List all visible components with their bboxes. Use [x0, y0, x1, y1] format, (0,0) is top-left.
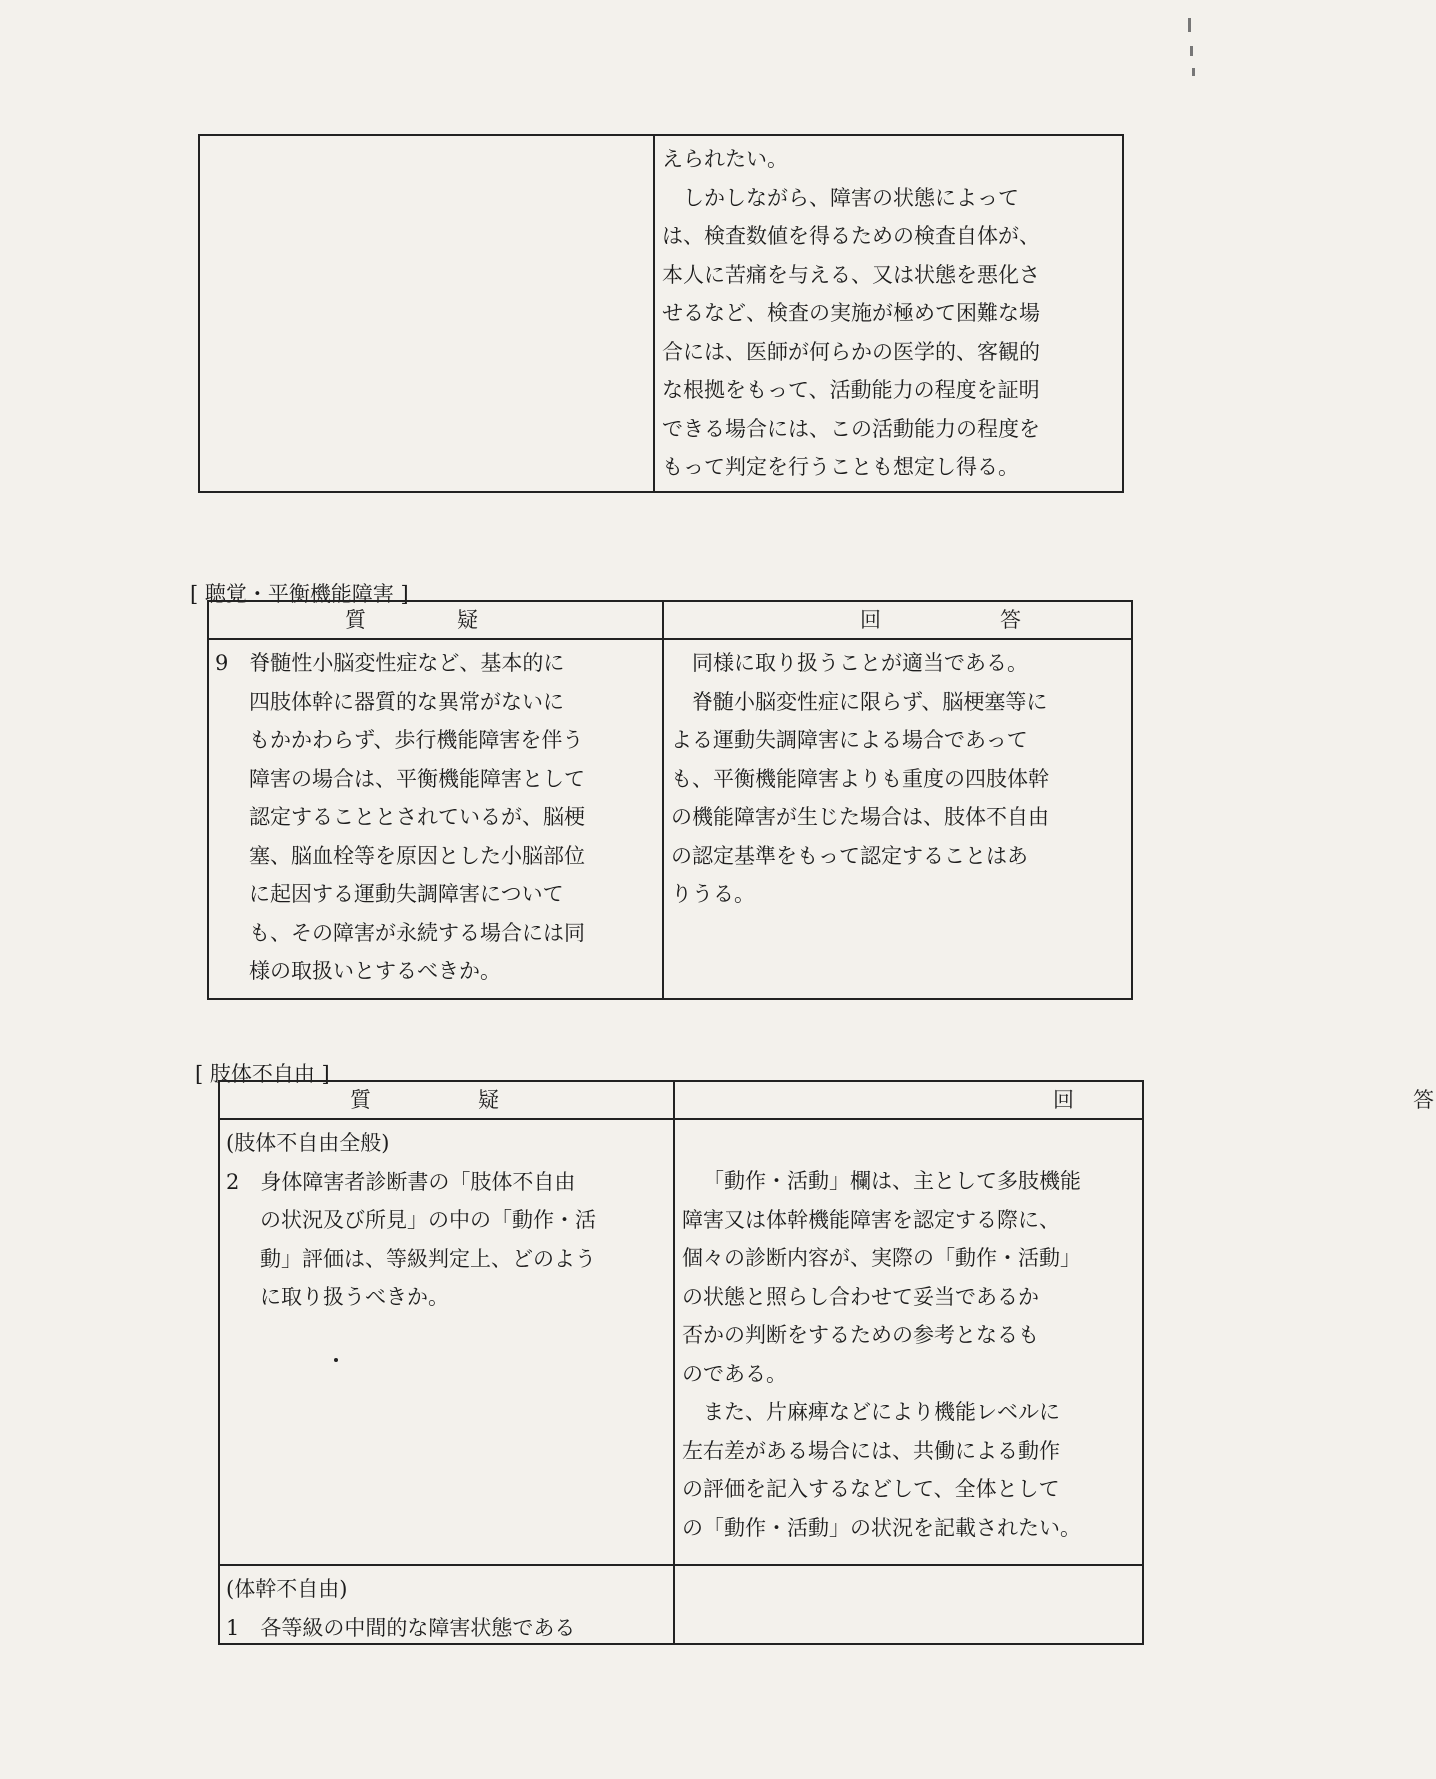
answer-line: 合には、医師が何らかの医学的、客観的 [662, 339, 1040, 364]
answer-line: のである。 [682, 1361, 787, 1386]
answer-line: 本人に苦痛を与える、又は状態を悪化さ [662, 262, 1040, 287]
question-line: に起因する運動失調障害について [249, 882, 564, 906]
answer-line: 「動作・活動」欄は、主として多肢機能 [703, 1169, 1081, 1193]
trunk-question-cell [226, 1570, 668, 1647]
category-heading-trunk: (体幹不自由) [226, 1577, 348, 1601]
question-line: 認定することとされているが、脳梗 [249, 805, 585, 829]
question-line: も、その障害が永続する場合には同 [249, 920, 585, 945]
question-line: 様の取扱いとするべきか。 [249, 959, 501, 983]
column-divider [653, 136, 655, 491]
answer-line: 否かの判断をするための参考となるも [682, 1323, 1039, 1347]
answer-line: えられたい。 [662, 147, 788, 171]
question-line: 障害の場合は、平衡機能障害として [249, 766, 585, 791]
question-line: 塞、脳血栓等を原因とした小脳部位 [249, 843, 585, 868]
header-answer-char-2: 答 [1000, 608, 1024, 632]
answer-line: は、検査数値を得るための検査自体が、 [662, 224, 1040, 248]
question-cell [215, 644, 657, 991]
edge-mark [1192, 68, 1195, 76]
answer-line: もって判定を行うことも想定し得る。 [662, 455, 1019, 479]
answer-line: な根拠をもって、活動能力の程度を証明 [662, 378, 1040, 402]
header-question-char-2: 疑 [478, 1088, 502, 1112]
question-cell [226, 1124, 668, 1317]
answer-line: しかしながら、障害の状態によって [683, 185, 1019, 210]
answer-line: できる場合には、この活動能力の程度を [662, 416, 1040, 441]
answer-line: よる運動失調障害による場合であって [671, 728, 1028, 752]
question-line: 動」評価は、等級判定上、どのよう [260, 1246, 596, 1271]
answer-cell [682, 1162, 1142, 1547]
answer-line: の「動作・活動」の状況を記載されたい。 [682, 1515, 1081, 1540]
answer-line: 脊髄小脳変性症に限らず、脳梗塞等に [692, 689, 1048, 714]
answer-line: 個々の診断内容が、実際の「動作・活動」 [682, 1246, 1081, 1270]
header-answer [673, 1082, 1436, 1118]
answer-cell [671, 644, 1131, 914]
section-title-hearing: [ 聴覚・平衡機能障害 ] [190, 582, 409, 606]
category-heading-general: (肢体不自由全般) [226, 1131, 390, 1155]
question-line: 2 身体障害者診断書の「肢体不自由 [226, 1169, 576, 1194]
answer-line: の状態と照らし合わせて妥当であるか [682, 1284, 1039, 1309]
answer-line: 左右差がある場合には、共働による動作 [682, 1438, 1060, 1463]
answer-line: 同様に取り扱うことが適当である。 [692, 651, 1028, 675]
table-limb [218, 1080, 1436, 1645]
answer-line: の機能障害が生じた場合は、肢体不自由 [671, 805, 1049, 829]
question-line: 1 各等級の中間的な障害状態である [226, 1615, 576, 1640]
answer-line: の評価を記入するなどして、全体として [682, 1477, 1060, 1501]
answer-line: また、片麻痺などにより機能レベルに [703, 1400, 1060, 1424]
header-answer-char-2: 答 [1413, 1088, 1436, 1112]
table-hearing [207, 600, 1133, 1000]
answer-line: の認定基準をもって認定することはあ [671, 843, 1028, 868]
header-question [220, 1082, 673, 1118]
answer-line: りうる。 [671, 882, 755, 906]
edge-mark [1190, 46, 1193, 56]
stray-dot [334, 1358, 338, 1362]
header-divider [209, 638, 1131, 640]
question-line: 9 脊髄性小脳変性症など、基本的に [215, 651, 565, 675]
question-line: もかかわらず、歩行機能障害を伴う [249, 728, 584, 752]
answer-line: せるなど、検査の実施が極めて困難な場 [662, 301, 1040, 325]
header-question-char-1: 質 [350, 1088, 374, 1112]
answer-line: も、平衡機能障害よりも重度の四肢体幹 [671, 766, 1049, 791]
continuation-answer-cell [662, 140, 1122, 487]
column-divider [673, 1082, 675, 1643]
header-question [209, 602, 662, 638]
question-line: の状況及び所見」の中の「動作・活 [260, 1208, 596, 1232]
question-line: に取り扱うべきか。 [260, 1285, 449, 1309]
answer-line: 障害又は体幹機能障害を認定する際に、 [682, 1207, 1060, 1232]
header-answer [662, 602, 1135, 638]
question-line: 四肢体幹に器質的な異常がないに [249, 689, 564, 714]
edge-mark [1188, 18, 1191, 32]
header-question-char-1: 質 [345, 608, 369, 632]
row-divider [220, 1564, 1142, 1566]
header-divider [220, 1118, 1142, 1120]
header-answer-char-1: 回 [1053, 1088, 1077, 1112]
section-title-limb: [ 肢体不自由 ] [195, 1062, 330, 1086]
header-question-char-2: 疑 [457, 608, 481, 632]
header-answer-char-1: 回 [860, 608, 884, 632]
table-continuation [198, 134, 1124, 493]
column-divider [662, 602, 664, 998]
